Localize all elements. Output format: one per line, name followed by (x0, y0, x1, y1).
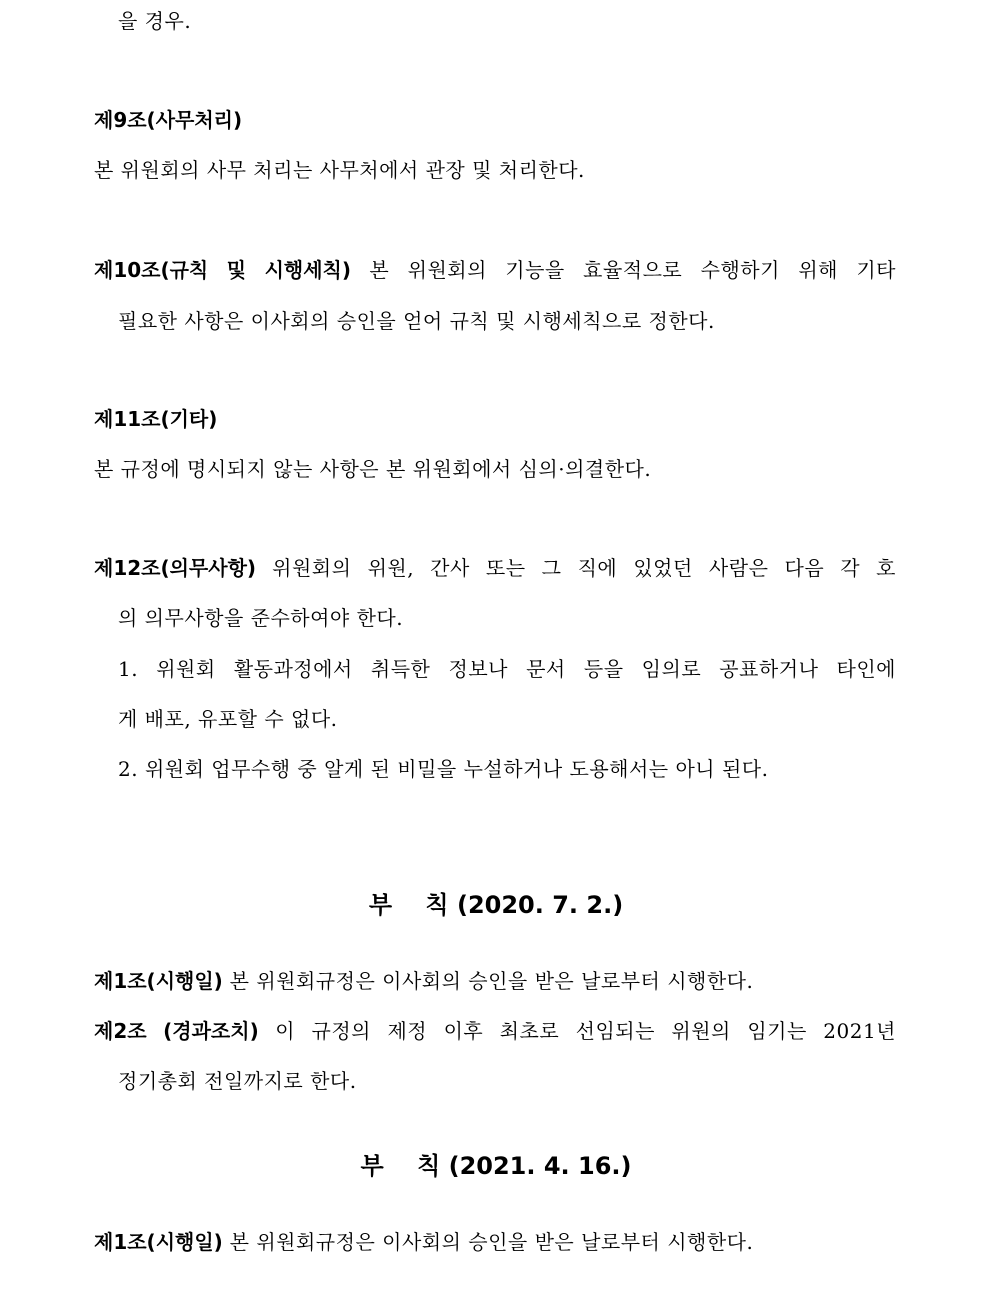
addendum-2020-article-2-title: 제2조 (경과조치) (94, 1019, 259, 1043)
article-10-line-1 (94, 257, 896, 283)
article-11-title: 제11조(기타) (94, 407, 218, 431)
article-12-line-1 (94, 555, 896, 581)
article-12-item-2: 2. 위원회 업무수행 중 알게 된 비밀을 누설하거나 도용해서는 아니 된다. (118, 757, 769, 781)
addendum-2020-article-2 (94, 1018, 896, 1044)
addendum-2021-article-1-text: 본 위원회규정은 이사회의 승인을 받은 날로부터 시행한다. (229, 1230, 754, 1254)
addendum-2020-article-2-text: 이 규정의 제정 이후 최초로 선임되는 위원의 임기는 2021년 (275, 1019, 896, 1043)
article-12-line-2: 의 의무사항을 준수하여야 한다. (118, 606, 404, 630)
article-12-title: 제12조(의무사항) (94, 556, 257, 580)
addendum-2020-article-1-text: 본 위원회규정은 이사회의 승인을 받은 날로부터 시행한다. (229, 969, 754, 993)
article-10-title: 제10조(규칙 및 시행세칙) (94, 258, 351, 282)
article-10-line-2: 필요한 사항은 이사회의 승인을 얻어 규칙 및 시행세칙으로 정한다. (118, 309, 715, 333)
article-12-item-1: 1. 위원회 활동과정에서 취득한 정보나 문서 등을 임의로 공표하거나 타인에 (118, 657, 896, 681)
article-10-text: 본 위원회의 기능을 효율적으로 수행하기 위해 기타 (369, 258, 896, 282)
article-12-text: 위원회의 위원, 간사 또는 그 직에 있었던 사람은 다음 각 호 (272, 556, 897, 580)
article-9-text: 본 위원회의 사무 처리는 사무처에서 관장 및 처리한다. (94, 158, 585, 182)
addendum-2021-heading: 부 칙 (2021. 4. 16.) (360, 1152, 632, 1180)
addendum-2020-article-1 (94, 968, 753, 994)
addendum-2021-article-1-title: 제1조(시행일) (94, 1230, 223, 1254)
addendum-2020-article-1-title: 제1조(시행일) (94, 969, 223, 993)
article-12-item-1-cont: 게 배포, 유포할 수 없다. (118, 707, 338, 731)
continued-text: 을 경우. (118, 9, 192, 33)
article-11-text: 본 규정에 명시되지 않는 사항은 본 위원회에서 심의·의결한다. (94, 457, 652, 481)
addendum-2020-article-2-cont: 정기총회 전일까지로 한다. (118, 1069, 357, 1093)
article-9-title: 제9조(사무처리) (94, 108, 243, 132)
addendum-2020-heading: 부 칙 (2020. 7. 2.) (368, 891, 624, 919)
addendum-2021-article-1 (94, 1229, 753, 1255)
